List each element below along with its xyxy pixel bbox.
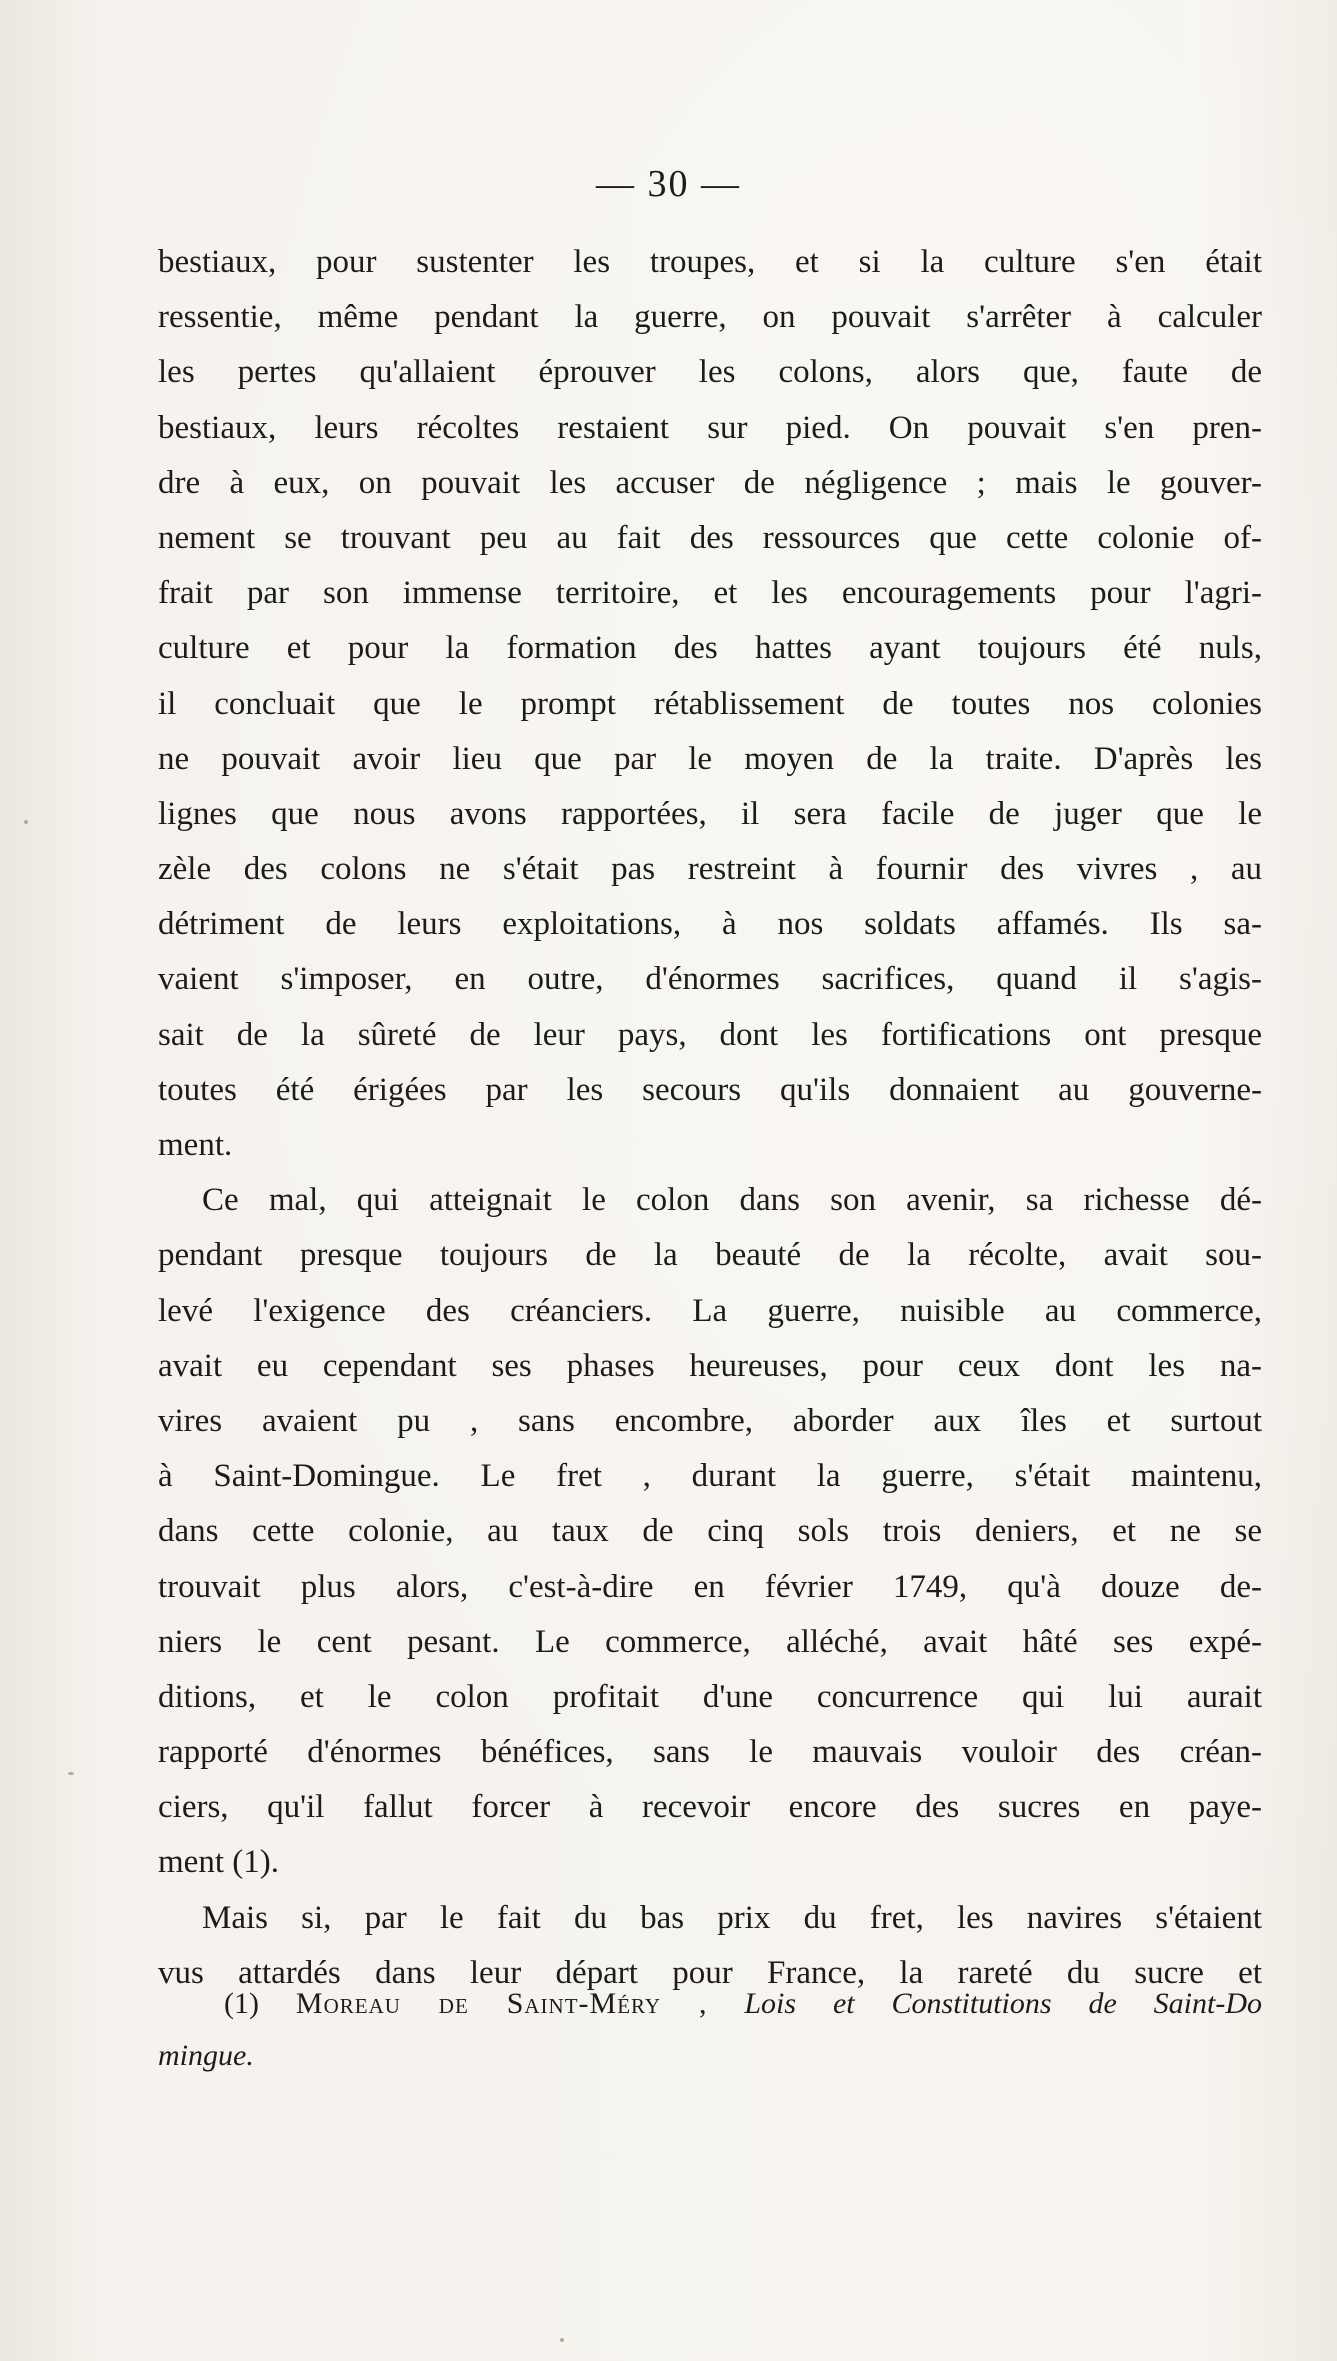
text-line: zèle des colons ne s'était pas restreint à fournir des vivres , au — [158, 851, 1262, 888]
footnote-title: Lois et Constitutions de Saint-Do — [744, 1987, 1262, 2020]
text-line: Ce mal, qui atteignait le colon dans son avenir, sa richesse dé- — [202, 1182, 1262, 1219]
text-line: il concluait que le prompt rétablissement de toutes nos colonies — [158, 685, 1262, 722]
page-number: — 30 — — [596, 163, 741, 205]
text-line: ment (1). — [158, 1844, 279, 1881]
text-line: dre à eux, on pouvait les accuser de négligence ; mais le gouver- — [158, 464, 1262, 501]
text-line: avait eu cependant ses phases heureuses, pour ceux dont les na- — [158, 1347, 1262, 1384]
text-line: ment. — [158, 1127, 233, 1163]
footnote-line-2 — [158, 2030, 1262, 2082]
text-line: toutes été érigées par les secours qu'ils donnaient au gouverne- — [158, 1071, 1262, 1108]
text-line: bestiaux, leurs récoltes restaient sur pied. On pouvait s'en pren- — [158, 409, 1262, 446]
body-text — [158, 235, 1262, 2001]
text-line: frait par son immense territoire, et les encouragements pour l'agri- — [158, 575, 1262, 612]
text-line: bestiaux, pour sustenter les troupes, et si la culture s'en était — [158, 244, 1262, 280]
text-line: à Saint-Domingue. Le fret , durant la guerre, s'était maintenu, — [158, 1458, 1262, 1495]
text-line: sait de la sûreté de leur pays, dont les fortifications ont presque — [158, 1016, 1262, 1053]
footnote-title-continued: mingue. — [158, 2039, 254, 2072]
paper-speck — [68, 1772, 74, 1775]
text-line: vires avaient pu , sans encombre, aborder aux îles et surtout — [158, 1402, 1262, 1439]
text-line: ciers, qu'il fallut forcer à recevoir encore des sucres en paye- — [158, 1789, 1262, 1826]
text-line: pendant presque toujours de la beauté de la récolte, avait sou- — [158, 1237, 1262, 1274]
text-line: les pertes qu'allaient éprouver les colons, alors que, faute de — [158, 354, 1262, 391]
text-line: détriment de leurs exploitations, à nos soldats affamés. Ils sa- — [158, 906, 1262, 943]
text-line: vus attardés dans leur départ pour France, la rareté du sucre et — [158, 1954, 1262, 1991]
footnote-number: (1) — [224, 1987, 259, 2020]
paper-speck — [560, 2338, 564, 2342]
paper-speck — [24, 820, 28, 824]
text-line: rapporté d'énormes bénéfices, sans le mauvais vouloir des créan- — [158, 1734, 1262, 1771]
text-line: culture et pour la formation des hattes ayant toujours été nuls, — [158, 630, 1262, 667]
text-line: dans cette colonie, au taux de cinq sols trois deniers, et ne se — [158, 1513, 1262, 1550]
text-line: niers le cent pesant. Le commerce, alléché, avait hâté ses expé- — [158, 1623, 1262, 1660]
text-line: nement se trouvant peu au fait des ressources que cette colonie of- — [158, 519, 1262, 556]
footnote-author: Moreau de Saint-Méry , — [295, 1987, 708, 2020]
footnote — [158, 1978, 1262, 2082]
text-line: ditions, et le colon profitait d'une concurrence qui lui aurait — [158, 1678, 1262, 1715]
text-line: Mais si, par le fait du bas prix du fret, les navires s'étaient — [202, 1899, 1262, 1936]
text-line: ressentie, même pendant la guerre, on pouvait s'arrêter à calculer — [158, 299, 1262, 336]
text-line: vaient s'imposer, en outre, d'énormes sacrifices, quand il s'agis- — [158, 961, 1262, 998]
text-line: trouvait plus alors, c'est-à-dire en février 1749, qu'à douze de- — [158, 1568, 1262, 1605]
footnote-line-1 — [158, 1978, 1262, 2030]
text-line: levé l'exigence des créanciers. La guerre, nuisible au commerce, — [158, 1292, 1262, 1329]
text-line: ne pouvait avoir lieu que par le moyen de la traite. D'après les — [158, 740, 1262, 777]
text-line: lignes que nous avons rapportées, il sera facile de juger que le — [158, 795, 1262, 832]
